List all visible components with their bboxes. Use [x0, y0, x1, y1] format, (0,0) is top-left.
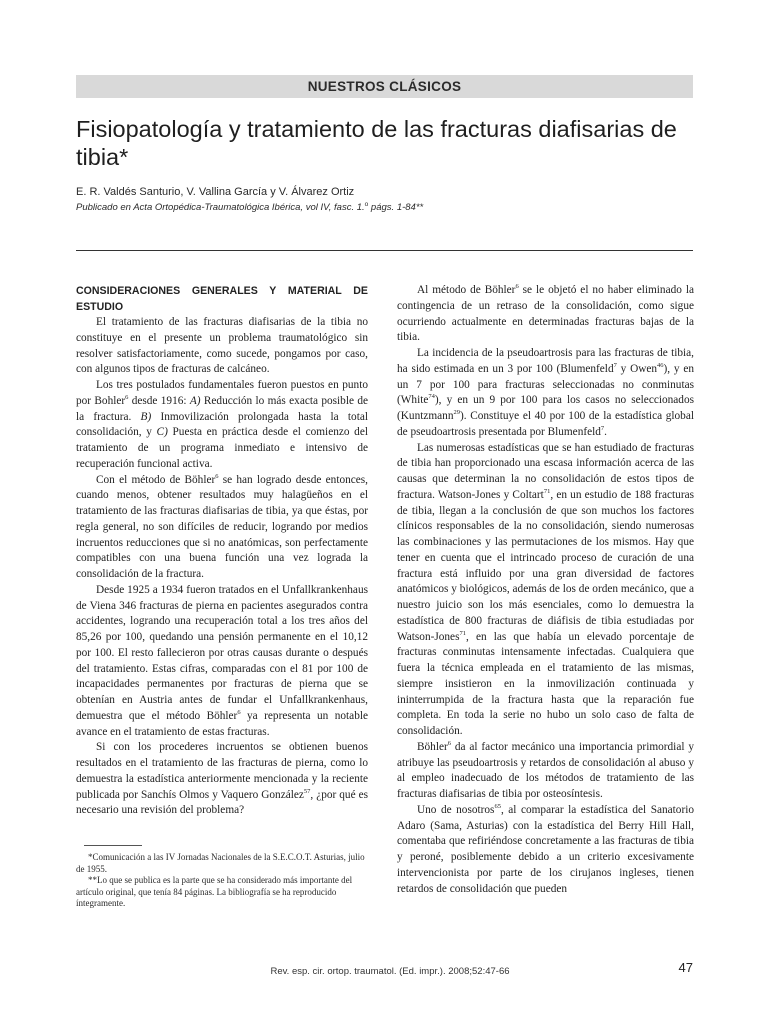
- publication-note: [76, 201, 696, 214]
- citation-ref: 6: [515, 283, 519, 291]
- page-number: 47: [678, 960, 693, 975]
- paragraph: Desde 1925 a 1934 fueron tratados en el Unfallkrankenhaus de Viena 346 fracturas de pierna en pacientes asegurados contra accidentes, logrando una recuperación total a los tres años del 85,26 por 100, quedando una pensión permanente en el 10,12 por 100. El resto fallecieron por otras causas durante o después del tratamiento. Estas cifras, comparadas con el 81 por 100 de incapacidades permanentes por fracturas de pierna que se obtenían en Austria antes de fundar el Unfallkrankenhaus, demuestra que el método Böhler$^6$ ya representa un notable avance en el tratamiento de estas fracturas.: [76, 583, 368, 738]
- citation-ref: 7: [613, 361, 617, 369]
- paragraph: La incidencia de la pseudoartrosis para las fracturas de tibia, ha sido estimada en un 3 por 100 (Blumenfeld$^7$ y Owen$^{46}$), y en un 7 por 100 para fracturas seleccionadas no conminutas (White$^{74}$), y en un 9 por 100 para los casos no seleccionados (Kuntzmann$^{29}$). Constituye el 40 por 100 de la estadística global de pseudoartrosis presentada por Blumenfeld$^7$.: [397, 347, 695, 438]
- article-authors: E. R. Valdés Santurio, V. Vallina García y V. Álvarez Ortiz: [76, 186, 355, 198]
- article-title: Fisiopatología y tratamiento de las fracturas diafisarias de tibia*: [76, 116, 677, 170]
- paragraph: El tratamiento de las fracturas diafisarias de la tibia no constituye en el presente un problema traumatológico sin resolver satisfactoriamente, como sucede, pongamos por caso, con algunos tipos de fracturas de calcáneo.: [76, 316, 368, 376]
- footnote: **Lo que se publica es la parte que se ha considerado más importante del artículo original, que tenía 84 páginas. La bibliografía se ha reproducido íntegramente.: [76, 875, 353, 908]
- left-column: [76, 283, 368, 819]
- section-heading: CONSIDERACIONES GENERALES Y MATERIAL DE ESTUDIO: [76, 285, 368, 313]
- footnote-divider: [84, 845, 142, 846]
- citation-ref: 29: [453, 409, 460, 417]
- paragraph: Al método de Böhler$^6$ se le objetó el no haber eliminado la contingencia de un retraso de la consolidación, como sigue ocurriendo actualmente en determinadas fracturas bajas de la tibia.: [397, 283, 694, 344]
- footnote: *Comunicación a las IV Jornadas Nacionales de la S.E.C.O.T. Asturias, julio de 1955.: [76, 852, 365, 874]
- citation-ref: 6: [125, 393, 129, 401]
- paragraph: Si con los procederes incruentos se obtienen buenos resultados en el tratamiento de las fracturas de pierna, como lo demuestra la estadística anteriormente mencionada y la reciente publicada por Sanchís Olmos y Vaquero González$^{57}$, ¿por qué es necesario una revisión del problema?: [76, 741, 368, 817]
- citation-ref: 57: [303, 787, 311, 795]
- right-column: [397, 283, 694, 897]
- citation-ref: 6: [215, 472, 219, 480]
- citation-ref: 6: [237, 708, 241, 716]
- citation-ref: 71: [459, 629, 466, 637]
- paragraph: Los tres postulados fundamentales fueron puestos en punto por Bohler$^6$ desde 1916: A) Reducción lo más exacta posible de la fractura. B) Inmovilización prolongada hasta la total consolidación, y C) Puesta en práctica desde el comienzo del tratamiento de un programa inmediato e intensivo de recuperación funcional activa.: [76, 379, 368, 470]
- citation-ref: 71: [543, 487, 551, 495]
- footnotes: [76, 845, 368, 910]
- citation-ref: 65: [494, 802, 501, 810]
- paragraph: Uno de nosotros$^{65}$, al comparar la estadística del Sanatorio Adaro (Sama, Asturias) con la estadística del Berry Hill Hall, comentaba que refiriéndose concretamente a las fracturas de tibia y peroné, posiblemente debido a un criterio excesivamente intervencionista por parte de los cirujanos ingleses, tienen retardos de consolidación que pueden: [397, 802, 694, 895]
- journal-citation: Rev. esp. cir. ortop. traumatol. (Ed. impr.). 2008;52:47-66: [270, 966, 510, 977]
- citation-ref: 74: [428, 393, 435, 401]
- publication-note-superscript: o: [364, 200, 369, 208]
- section-band: NUESTROS CLÁSICOS: [76, 75, 693, 98]
- citation-ref: 6: [447, 739, 451, 747]
- publication-note-part-2: págs. 1-84**: [368, 202, 424, 213]
- publication-note-part-1: Publicado en Acta Ortopédica-Traumatológica Ibérica, vol IV, fasc. 1.: [76, 202, 365, 213]
- paragraph: Las numerosas estadísticas que se han estudiado de fracturas de tibia han proporcionado una escasa información acerca de las causas que determinan la no consolidación de estos tipos de fractura. Watson-Jones y Coltart$^{71}$, en un estudio de 188 fracturas de tibia, llegan a la conclusión de que son muchos los factores clínicos responsables de la no consolidación, siendo numerosas las combinaciones y las permutaciones de los mismos. Hay que tener en cuenta que el intrincado proceso de curación de una fractura está influido por una gran diversidad de factores anatómicos y biológicos, además de los de orden mecánico, que a nuestro juicio son los más esenciales, como lo demuestra la estadística de 800 fracturas de diáfisis de tibia estudiadas por Watson-Jones$^{71}$, en las que había un elevado porcentaje de fracturas conminutas intensamente infectadas. Cualquiera que fuera la técnica empleada en el tratamiento de las mismas, siempre insistieron en la inmovilización continuada y ininterrumpida de la fractura hasta que la reparación fue completa. En toda la serie no hubo un solo caso de falta de consolidación.: [397, 441, 695, 737]
- citation-ref: 7: [600, 424, 605, 432]
- paragraph: Con el método de Böhler$^6$ se han logrado desde entonces, cuando menos, obtener resultados muy halagüeños en el tratamiento de las fracturas diafisarias de tibia, ya que éstas, por regla general, no son difíciles de reducir, logrando por medios incruentos reducciones que si no anatómicas, son perfectamente compatibles con una buena función una vez lograda la consolidación de la fractura.: [76, 472, 369, 580]
- citation-ref: 46: [657, 361, 664, 369]
- paragraph: Böhler$^6$ da al factor mecánico una importancia primordial y atribuye las pseudoartrosis y retardos de consolidación al abuso y al empleo inadecuado de los métodos de tratamiento de las fracturas diafisarias de tibia por osteosíntesis.: [397, 739, 694, 800]
- header-divider: [76, 250, 693, 251]
